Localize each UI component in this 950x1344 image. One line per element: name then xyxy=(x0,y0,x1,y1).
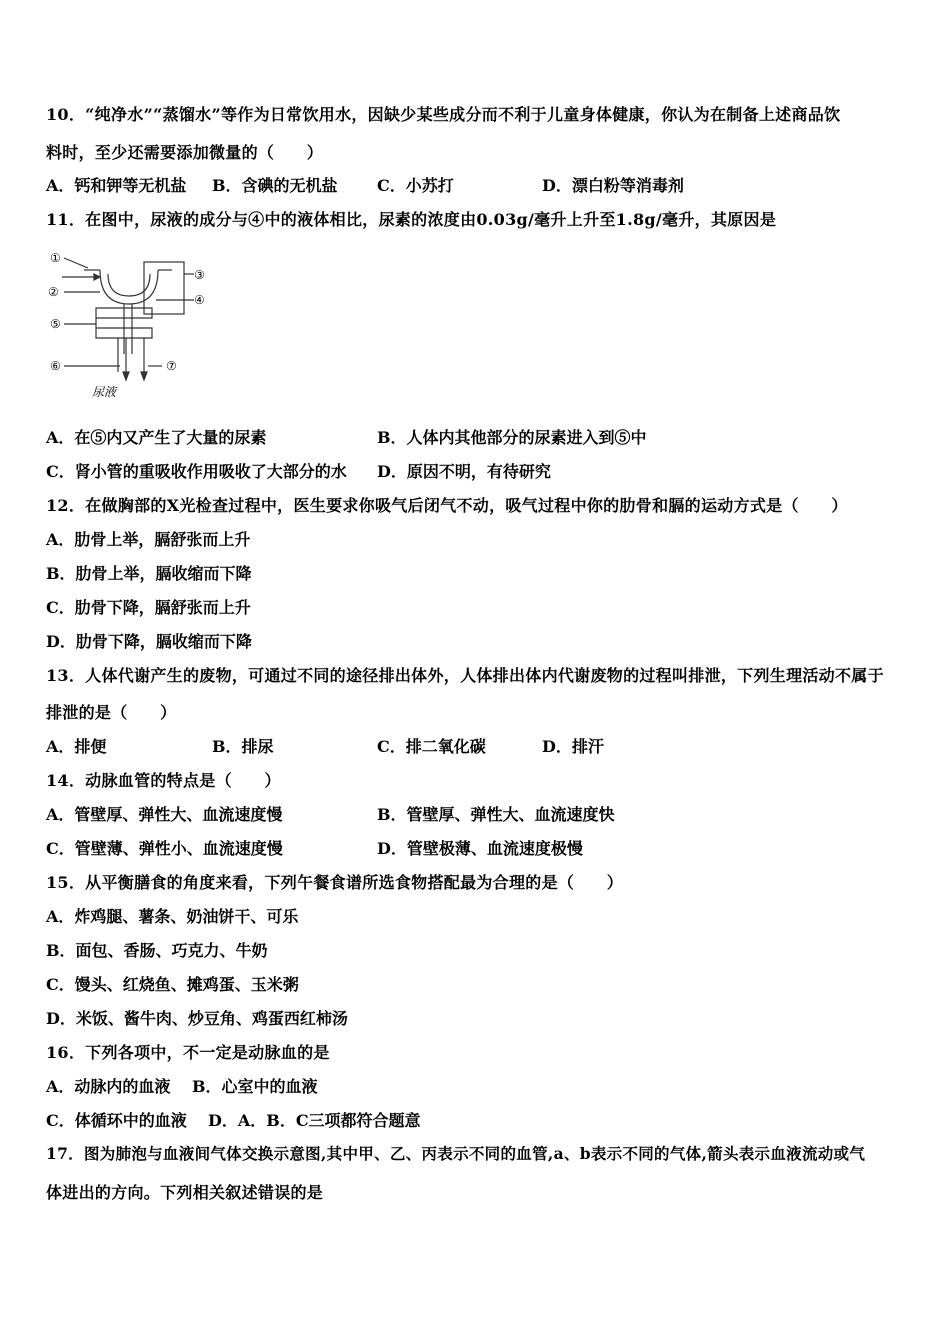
label-7: ⑦ xyxy=(166,359,177,373)
label-2: ② xyxy=(48,285,59,299)
q13-option-b[interactable]: B．排尿 xyxy=(212,737,274,756)
q12-option-a[interactable]: A．肋骨上举，膈舒张而上升 xyxy=(46,530,251,549)
nephron-diagram xyxy=(44,244,214,404)
q16-option-d[interactable]: D．A．B．C三项都符合题意 xyxy=(208,1111,421,1130)
q11-option-a[interactable]: A．在⑤内又产生了大量的尿素 xyxy=(46,428,267,447)
label-5: ⑤ xyxy=(50,317,61,331)
q15-option-d[interactable]: D．米饭、酱牛肉、炒豆角、鸡蛋西红柿汤 xyxy=(46,1009,348,1028)
q13-option-d[interactable]: D．排汗 xyxy=(542,737,604,756)
q15-option-b[interactable]: B．面包、香肠、巧克力、牛奶 xyxy=(46,941,268,960)
q15-option-c[interactable]: C．馒头、红烧鱼、摊鸡蛋、玉米粥 xyxy=(46,975,299,994)
q12-option-d[interactable]: D．肋骨下降，膈收缩而下降 xyxy=(46,632,252,651)
q13-stem-line1: 13．人体代谢产生的废物，可通过不同的途径排出体外，人体排出体内代谢废物的过程叫排泄，下列生理活动不属于 xyxy=(46,666,884,685)
q11-option-c[interactable]: C．肾小管的重吸收作用吸收了大部分的水 xyxy=(46,462,347,481)
q14-option-a[interactable]: A．管壁厚、弹性大、血流速度慢 xyxy=(46,805,283,824)
q17-stem-line2: 体进出的方向。下列相关叙述错误的是 xyxy=(46,1183,324,1202)
q10-option-d[interactable]: D．漂白粉等消毒剂 xyxy=(542,176,684,195)
q14-option-c[interactable]: C．管壁薄、弹性小、血流速度慢 xyxy=(46,839,283,858)
q12-option-b[interactable]: B．肋骨上举，膈收缩而下降 xyxy=(46,564,252,583)
q15-option-a[interactable]: A．炸鸡腿、薯条、奶油饼干、可乐 xyxy=(46,907,299,926)
q14-option-b[interactable]: B．管壁厚、弹性大、血流速度快 xyxy=(377,805,615,824)
urine-caption: 尿液 xyxy=(92,385,117,399)
q13-option-c[interactable]: C．排二氧化碳 xyxy=(377,737,486,756)
label-3: ③ xyxy=(194,268,205,282)
q13-stem-line2: 排泄的是（ ） xyxy=(46,703,177,722)
q11-option-d[interactable]: D．原因不明，有待研究 xyxy=(377,462,551,481)
q12-stem: 12．在做胸部的X光检查过程中，医生要求你吸气后闭气不动，吸气过程中你的肋骨和膈的运动方式是（ ） xyxy=(46,496,848,515)
q16-stem: 16．下列各项中，不一定是动脉血的是 xyxy=(46,1043,330,1062)
label-1: ① xyxy=(50,251,61,265)
q16-option-b[interactable]: B．心室中的血液 xyxy=(192,1077,318,1096)
q11-stem: 11．在图中，尿液的成分与④中的液体相比，尿素的浓度由0.03g/毫升上升至1.8g/毫升，其原因是 xyxy=(46,210,777,229)
q10-option-c[interactable]: C．小苏打 xyxy=(377,176,454,195)
q16-option-a[interactable]: A．动脉内的血液 xyxy=(46,1077,171,1096)
label-6: ⑥ xyxy=(50,359,61,373)
q10-stem-line1: 10．“纯净水”“蒸馏水”等作为日常饮用水，因缺少某些成分而不利于儿童身体健康，你认为在制备上述商品饮 xyxy=(46,105,841,124)
q10-option-b[interactable]: B．含碘的无机盐 xyxy=(212,176,338,195)
q10-option-a[interactable]: A．钙和钾等无机盐 xyxy=(46,176,187,195)
q14-stem: 14．动脉血管的特点是（ ） xyxy=(46,771,281,790)
q13-option-a[interactable]: A．排便 xyxy=(46,737,107,756)
q12-option-c[interactable]: C．肋骨下降，膈舒张而上升 xyxy=(46,598,251,617)
q16-option-c[interactable]: C．体循环中的血液 xyxy=(46,1111,187,1130)
q14-option-d[interactable]: D．管壁极薄、血流速度极慢 xyxy=(377,839,583,858)
q17-stem-line1: 17．图为肺泡与血液间气体交换示意图,其中甲、乙、丙表示不同的血管,a、b表示不同的气体,箭头表示血液流动或气 xyxy=(46,1144,866,1163)
q11-option-b[interactable]: B．人体内其他部分的尿素进入到⑤中 xyxy=(377,428,647,447)
q15-stem: 15．从平衡膳食的角度来看，下列午餐食谱所选食物搭配最为合理的是（ ） xyxy=(46,873,624,892)
label-4: ④ xyxy=(194,293,205,307)
q10-stem-line2: 料时，至少还需要添加微量的（ ） xyxy=(46,143,324,162)
